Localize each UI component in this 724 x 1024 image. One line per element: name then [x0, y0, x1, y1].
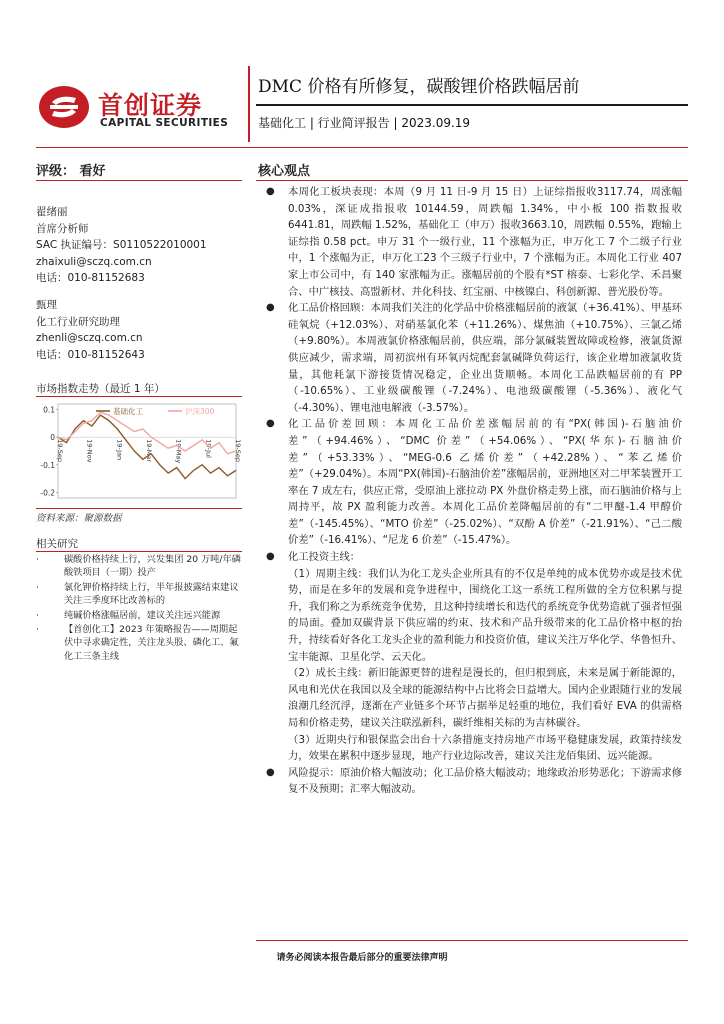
analyst-1-email[interactable]: zhaixuli@sczq.com.cn	[36, 255, 152, 268]
analyst-1-sac: SAC 执证编号：S0110522010001	[36, 239, 207, 252]
related-research-item[interactable]	[36, 623, 246, 663]
legal-notice: 请务必阅读本报告最后部分的重要法律声明	[276, 953, 448, 963]
bullet-text: （3）近期央行和银保监会出台十六条措施支持房地产市场平稳健康发展，政策持续发力，效果在累积中逐步显现，地产行业边际改善，建议关注龙佰集团、远兴能源。	[288, 733, 682, 763]
core-theme-cycle	[256, 566, 686, 666]
y-tick-label: 0	[50, 433, 55, 443]
analyst-2-info	[36, 297, 145, 363]
bullet-dot: ·	[36, 609, 39, 621]
analyst-1-phone: 电话：010-81152683	[36, 272, 145, 285]
x-tick-label: 19-Sep	[234, 439, 242, 463]
bullet-text: 风险提示：原油价格大幅波动；化工品价格大幅波动；地缘政治形势恶化；下游需求修复不及预期；汇率大幅波动。	[288, 766, 682, 796]
related-research-list	[36, 553, 246, 664]
bullet-text: （2）成长主线：新旧能源更替的进程是漫长的，但归根到底，未来是属于新能源的，风电和光伏在我国以及全球的能源结构中占比将会日益增大。国内企业跟随行业的发展浪潮几经沉浮，逐渐在产业链多个环节占据举足轻重的地位，我们看好 EVA 的供需格局和价格走势，建议关注联泓新科，碳纤维相关标的为吉林碳谷。	[288, 667, 682, 729]
bullet-dot: ·	[36, 554, 39, 565]
related-title-rule	[36, 551, 242, 552]
logo-chinese-name: 首创证券	[98, 91, 203, 120]
bullet-dot: ●	[266, 766, 275, 778]
analyst-2-email[interactable]: zhenli@sczq.com.cn	[36, 332, 143, 345]
core-theme-growth	[256, 665, 686, 731]
core-views-title: 核心观点	[258, 164, 311, 179]
x-tick-label: 19-May	[174, 439, 183, 464]
core-views	[256, 184, 686, 798]
related-research-item[interactable]	[36, 553, 246, 580]
bullet-text: 本周化工板块表现：本周（9 月 11 日-9 月 15 日）上证综指报收3117.74，周涨幅 0.03%，深证成指报收 10144.59，周跌幅 1.34%，中小板 100 指数报收 6441.81，周跌幅 1.52%，基础化工（申万）报收3663.10，周跌幅 0.55%，跑输上证综指 0.58 pct。申万 31 个一级行业，11 个涨幅为正，申万化工 7 个二级子行业中，1 个涨幅为正，申万化工23 个三级子行业中，7 个涨幅为正。本周化工行业 407 家上市公司中，有 140 家涨幅为正。涨幅居前的个股有*ST 榕泰、七彩化学、禾昌聚合、中广核技、高盟新材、并化科技、红宝丽、中核镍白、科创新源、普光股份等。	[288, 186, 682, 298]
legend-label: 沪深300	[185, 407, 215, 416]
bullet-dot: ●	[266, 551, 275, 563]
footer-rule	[256, 940, 688, 941]
analyst-1-role: 首席分析师	[36, 222, 89, 235]
related-research-text: 【首创化工】2023 年策略报告——周期起伏中寻求确定性，关注龙头股、磷化工、氟化工三条主线	[64, 624, 239, 662]
related-research-text: 碳酸价格持续上行，兴发集团 20 万吨/年磷酸铁项目（一期）投产	[64, 554, 241, 579]
rating-rule	[36, 180, 242, 181]
bullet-text: （1）周期主线：我们认为化工龙头企业所具有的不仅是单纯的成本优势亦或是技术优势，而是在多年的发展和竞争进程中，围绕化工这一系统工程所做的全方位积累与提升，我们称之为系统竞争优势，且这种持续增长和迭代的系统竞争优势造就了强者恒强的局面。叠加双碳背景下供应端的约束、技术和产品升级带来的化工品价格中枢的抬升，持续看好各化工龙头企业的盈利能力和投资价值，建议关注万华化学、华鲁恒升、宝丰能源、卫星化学、云天化。	[288, 567, 682, 663]
bullet-dot: ●	[266, 186, 275, 197]
related-research-title: 相关研究	[36, 538, 78, 550]
analyst-2-role: 化工行业研究助理	[36, 315, 120, 328]
bullet-dot: ·	[36, 624, 39, 636]
core-bullet-weekly-performance	[256, 184, 686, 300]
related-research-text: 氯化钾价格持续上行，半年报披露结束建议关注三季度环比改善标的	[64, 581, 239, 607]
related-research-item[interactable]	[36, 609, 246, 622]
bullet-text: 化工品价差回顾：本周化工品价差涨幅居前的有“PX(韩国)-石脑油价差”（+94.46%）、“DMC 价差”（+54.06%）、“PX(华东)-石脑油价差”（+53.33%）、“MEG-0.6 乙烯价差”（+42.28%）、“苯乙烯价差”（+29.04%）。本周“PX(韩国)-石脑油价差”涨幅居前，亚洲地区对二甲苯装置开工率在 7 成左右，供应正常，受原油上涨拉动 PX 外盘价格走势上涨，而石脑油价格与上周持平，故 PX 盈利能力改善。本周化工品价差降幅居前的有“二甲醚-1.4 甲醇价差”（-145.45%）、“MTO 价差”（-25.02%）、“双酚 A 价差”（-21.91%）、“己二酸价差”（-16.41%）、“尼龙 6 价差”（-15.47%）。	[288, 418, 682, 547]
bullet-text: 化工投资主线：	[288, 551, 361, 564]
logo-english-name: CAPITAL SECURITIES	[100, 117, 229, 129]
bullet-dot: ●	[266, 418, 275, 430]
report-subtitle: 基础化工 | 行业简评报告 | 2023.09.19	[258, 116, 471, 130]
y-tick-label: 0.1	[43, 405, 55, 415]
chart-title-rule	[36, 396, 242, 397]
header-divider	[248, 66, 250, 142]
header-rule	[36, 147, 688, 148]
y-tick-label: -0.2	[40, 488, 55, 498]
analyst-2-phone: 电话：010-81152643	[36, 348, 145, 361]
x-tick-label: 19-Jul	[204, 439, 213, 459]
bullet-dot: ●	[266, 302, 275, 314]
x-tick-label: 19-Mar	[145, 439, 153, 463]
chart-title: 市场指数走势（最近 1 年）	[36, 383, 165, 395]
related-research-text: 纯碱价格涨幅居前，建议关注远兴能源	[64, 609, 221, 621]
bullet-dot: ·	[36, 581, 39, 593]
y-tick-label: -0.1	[40, 460, 55, 470]
chart-bottom-rule	[36, 508, 242, 509]
report-title: DMC 价格有所修复，碳酸锂价格跌幅居前	[258, 77, 580, 97]
core-theme-property	[256, 732, 686, 765]
bullet-text: 化工品价格回顾：本周我们关注的化学品中价格涨幅居前的液氯（+36.41%）、甲基环硅氧烷（+12.03%）、对硝基氯化苯（+11.26%）、煤焦油（+10.75%）、三氯乙烯（+9.80%）。本周液氯价格涨幅居前，供应端，部分氯碱装置故障或检修，液氯货源供应减少，需求端，周初滨州有环氧丙烷配套氯碱降负荷运行，该企业增加液氯收货量，其他耗氯下游接货情况稳定，企业出货顺畅。本周化工品跌幅居前的有 PP（-10.65%）、工业级碳酸锂（-7.24%）、电池级碳酸锂（-5.36%）、液化气（-4.30%）、锂电池电解液（-3.57%）。	[288, 302, 682, 414]
analyst-2-name: 甄理	[36, 299, 57, 311]
x-tick-label: 19-Nov	[85, 439, 94, 463]
chart-source: 资料来源：聚源数据	[36, 513, 122, 524]
x-tick-label: 19-Sep	[56, 439, 64, 463]
related-research-item[interactable]	[36, 581, 246, 608]
core-bullet-spread-review	[256, 416, 686, 549]
core-bullet-investment-themes	[256, 549, 686, 566]
x-tick-label: 19-Jan	[115, 439, 124, 461]
analyst-1-info	[36, 204, 207, 287]
analyst-1-name: 翟绪丽	[36, 206, 68, 218]
core-title-rule	[256, 180, 688, 181]
capital-securities-logo-icon	[38, 84, 90, 130]
legend-label: 基础化工	[113, 407, 143, 416]
core-bullet-price-review	[256, 300, 686, 416]
company-logo	[38, 84, 238, 134]
title-rule	[256, 104, 688, 106]
market-index-chart	[36, 398, 242, 506]
rating: 评级： 看好	[36, 164, 106, 179]
core-bullet-risk	[256, 765, 686, 798]
